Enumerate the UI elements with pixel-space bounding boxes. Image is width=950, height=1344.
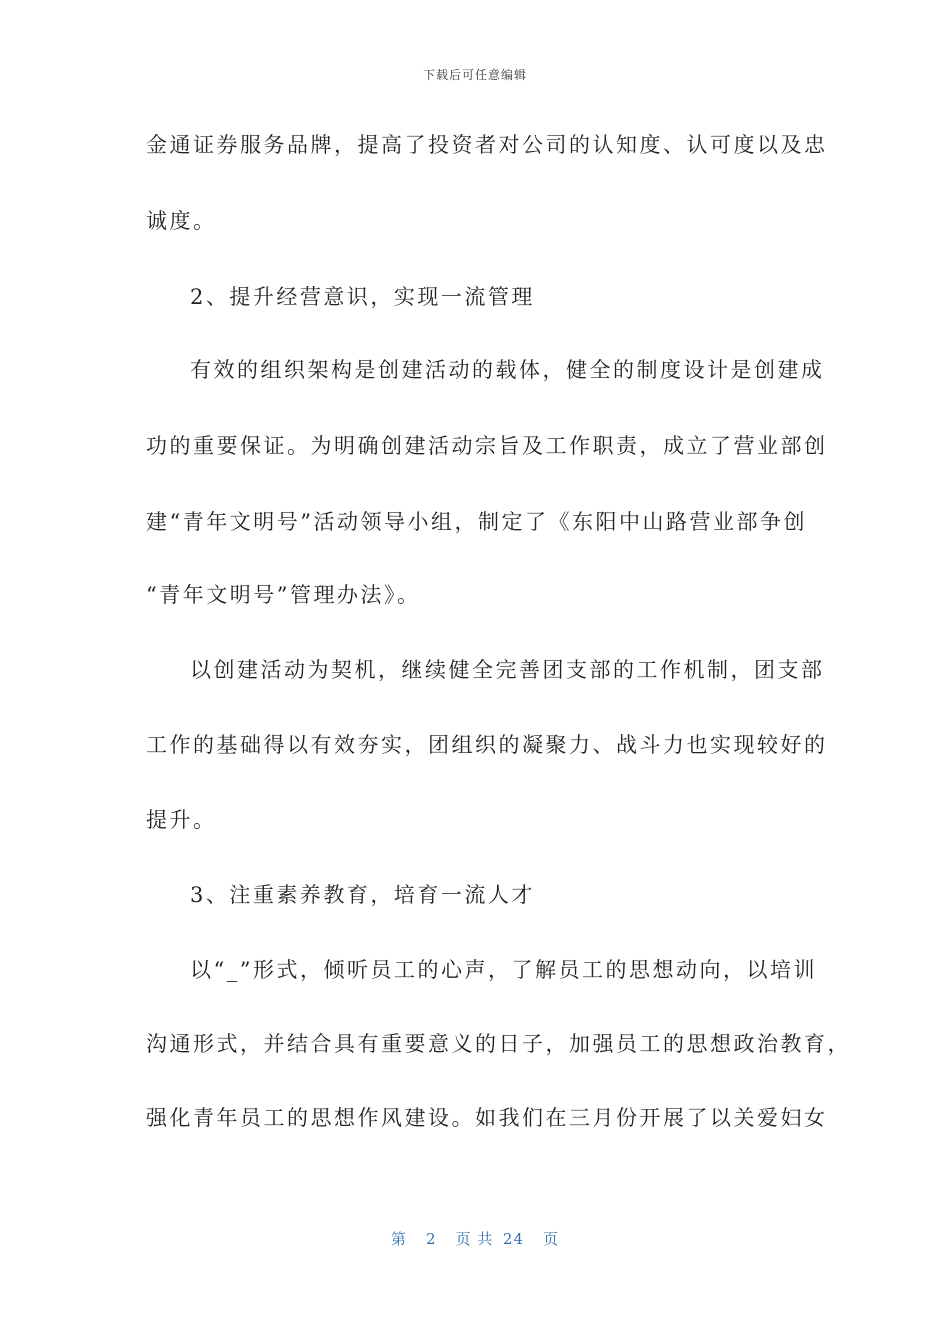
body-line: 建“青年文明号”活动领导小组，制定了《东阳中山路营业部争创 xyxy=(146,510,807,534)
page-footer xyxy=(0,1228,950,1249)
body-line: 以“_”形式，倾听员工的心声，了解员工的思想动向，以培训 xyxy=(190,958,817,982)
footer-mid: 页 共 xyxy=(455,1230,494,1248)
footer-total-pages: 24 xyxy=(502,1230,525,1248)
section-heading: 3、注重素养教育，培育一流人才 xyxy=(190,883,535,907)
body-line: 金通证券服务品牌，提高了投资者对公司的认知度、认可度以及忠 xyxy=(146,133,828,157)
body-line: 以创建活动为契机，继续健全完善团支部的工作机制，团支部 xyxy=(190,658,825,682)
footer-page-number: 2 xyxy=(425,1230,437,1248)
body-line: 沟通形式，并结合具有重要意义的日子，加强员工的思想政治教育， xyxy=(146,1032,851,1056)
footer-prefix: 第 xyxy=(390,1230,407,1248)
footer-suffix: 页 xyxy=(543,1230,560,1248)
body-line: 功的重要保证。为明确创建活动宗旨及工作职责，成立了营业部创 xyxy=(146,434,828,458)
body-line: 提升。 xyxy=(146,808,217,832)
body-line: 诚度。 xyxy=(146,209,217,233)
body-line: “青年文明号”管理办法》。 xyxy=(146,583,421,607)
body-line: 工作的基础得以有效夯实，团组织的凝聚力、战斗力也实现较好的 xyxy=(146,733,828,757)
body-line: 强化青年员工的思想作风建设。如我们在三月份开展了以关爱妇女 xyxy=(146,1106,828,1130)
header-note: 下载后可任意编辑 xyxy=(422,68,527,82)
section-heading: 2、提升经营意识，实现一流管理 xyxy=(190,285,535,309)
body-line: 有效的组织架构是创建活动的载体，健全的制度设计是创建成 xyxy=(190,358,825,382)
